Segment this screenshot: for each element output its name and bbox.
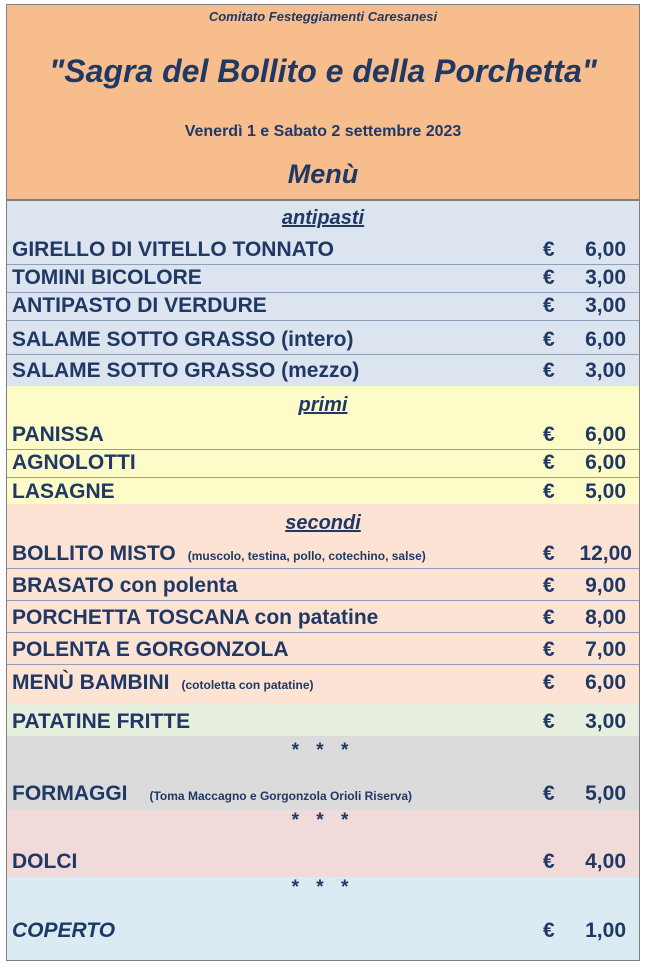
event-title: "Sagra del Bollito e della Porchetta" (49, 53, 597, 89)
item-price: 1,00 (585, 919, 626, 942)
item-price: 6,00 (585, 451, 626, 474)
menu-item (7, 450, 639, 478)
item-name: PANISSA (12, 423, 104, 446)
item-note: (muscolo, testina, pollo, cotechino, salse) (187, 549, 426, 563)
secondi-section (7, 504, 639, 704)
primi-title: primi (298, 394, 348, 416)
item-price: 9,00 (585, 574, 626, 597)
dolci-section (7, 810, 639, 877)
item-price: 6,00 (585, 671, 626, 694)
currency-symbol: € (543, 710, 555, 733)
currency-symbol: € (543, 850, 555, 873)
event-date: Venerdì 1 e Sabato 2 settembre 2023 (184, 123, 462, 140)
item-price: 6,00 (585, 238, 626, 261)
separator-stars: * * * (291, 810, 355, 831)
item-name: TOMINI BICOLORE (12, 266, 202, 289)
currency-symbol: € (543, 294, 555, 317)
coperto-section (7, 877, 639, 961)
item-price: 12,00 (579, 542, 632, 565)
menu-item (7, 569, 639, 601)
item-price: 7,00 (585, 638, 626, 661)
currency-symbol: € (543, 638, 555, 661)
menu-heading: Menù (287, 159, 359, 189)
currency-symbol: € (543, 423, 555, 446)
item-price: 6,00 (585, 328, 626, 351)
currency-symbol: € (543, 919, 555, 942)
menu-header (7, 5, 639, 201)
currency-symbol: € (543, 238, 555, 261)
item-price: 5,00 (585, 480, 626, 503)
item-name (12, 542, 426, 566)
item-name (12, 671, 314, 695)
item-price: 5,00 (585, 782, 626, 805)
menu-item (7, 704, 639, 736)
currency-symbol: € (543, 542, 555, 565)
currency-symbol: € (543, 359, 555, 382)
item-name: COPERTO (12, 919, 116, 942)
item-name: POLENTA E GORGONZOLA (12, 638, 289, 661)
item-price: 3,00 (585, 359, 626, 382)
menu-sheet (6, 4, 640, 961)
currency-symbol: € (543, 266, 555, 289)
item-name: AGNOLOTTI (12, 451, 136, 474)
item-name: BRASATO con polenta (12, 574, 238, 597)
item-name: GIRELLO DI VITELLO TONNATO (12, 238, 335, 261)
item-price: 6,00 (585, 423, 626, 446)
item-note: (cotoletta con patatine) (181, 678, 314, 692)
formaggi-section (7, 736, 639, 810)
item-name: ANTIPASTO DI VERDURE (12, 294, 267, 317)
currency-symbol: € (543, 782, 555, 805)
separator-stars: * * * (291, 877, 355, 898)
item-price: 4,00 (585, 850, 626, 873)
currency-symbol: € (543, 606, 555, 629)
separator-stars: * * * (291, 740, 355, 761)
menu-item (7, 325, 639, 355)
item-price: 3,00 (585, 266, 626, 289)
item-price: 3,00 (585, 710, 626, 733)
antipasti-title: antipasti (281, 207, 365, 229)
currency-symbol: € (543, 671, 555, 694)
menu-item (7, 293, 639, 321)
menu-item (7, 913, 639, 945)
menu-item (7, 265, 639, 293)
item-name: LASAGNE (12, 480, 115, 503)
item-name-text: MENÙ BAMBINI (12, 671, 170, 694)
menu-item (7, 478, 639, 506)
menu-item (7, 778, 639, 808)
menu-item (7, 422, 639, 450)
menu-item (7, 355, 639, 385)
menu-item (7, 665, 639, 697)
item-name: PATATINE FRITTE (12, 710, 191, 733)
item-note: (Toma Maccagno e Gorgonzola Orioli Riserva) (149, 789, 412, 803)
item-name: SALAME SOTTO GRASSO (intero) (12, 328, 354, 351)
currency-symbol: € (543, 451, 555, 474)
menu-item (7, 601, 639, 633)
patatine-section (7, 704, 639, 736)
menu-item (7, 633, 639, 665)
primi-section (7, 386, 639, 504)
item-price: 3,00 (585, 294, 626, 317)
item-name: SALAME SOTTO GRASSO (mezzo) (12, 359, 360, 382)
currency-symbol: € (543, 328, 555, 351)
secondi-title: secondi (285, 512, 361, 534)
item-name: DOLCI (12, 850, 78, 873)
item-price: 8,00 (585, 606, 626, 629)
item-name (12, 782, 412, 806)
menu-item (7, 538, 639, 569)
currency-symbol: € (543, 574, 555, 597)
item-name-text: BOLLITO MISTO (12, 542, 176, 565)
antipasti-section (7, 201, 639, 386)
item-name-text: FORMAGGI (12, 782, 128, 805)
menu-item (7, 846, 639, 876)
menu-item (7, 237, 639, 265)
currency-symbol: € (543, 480, 555, 503)
committee-name: Comitato Festeggiamenti Caresanesi (208, 9, 438, 24)
item-name: PORCHETTA TOSCANA con patatine (12, 606, 379, 629)
